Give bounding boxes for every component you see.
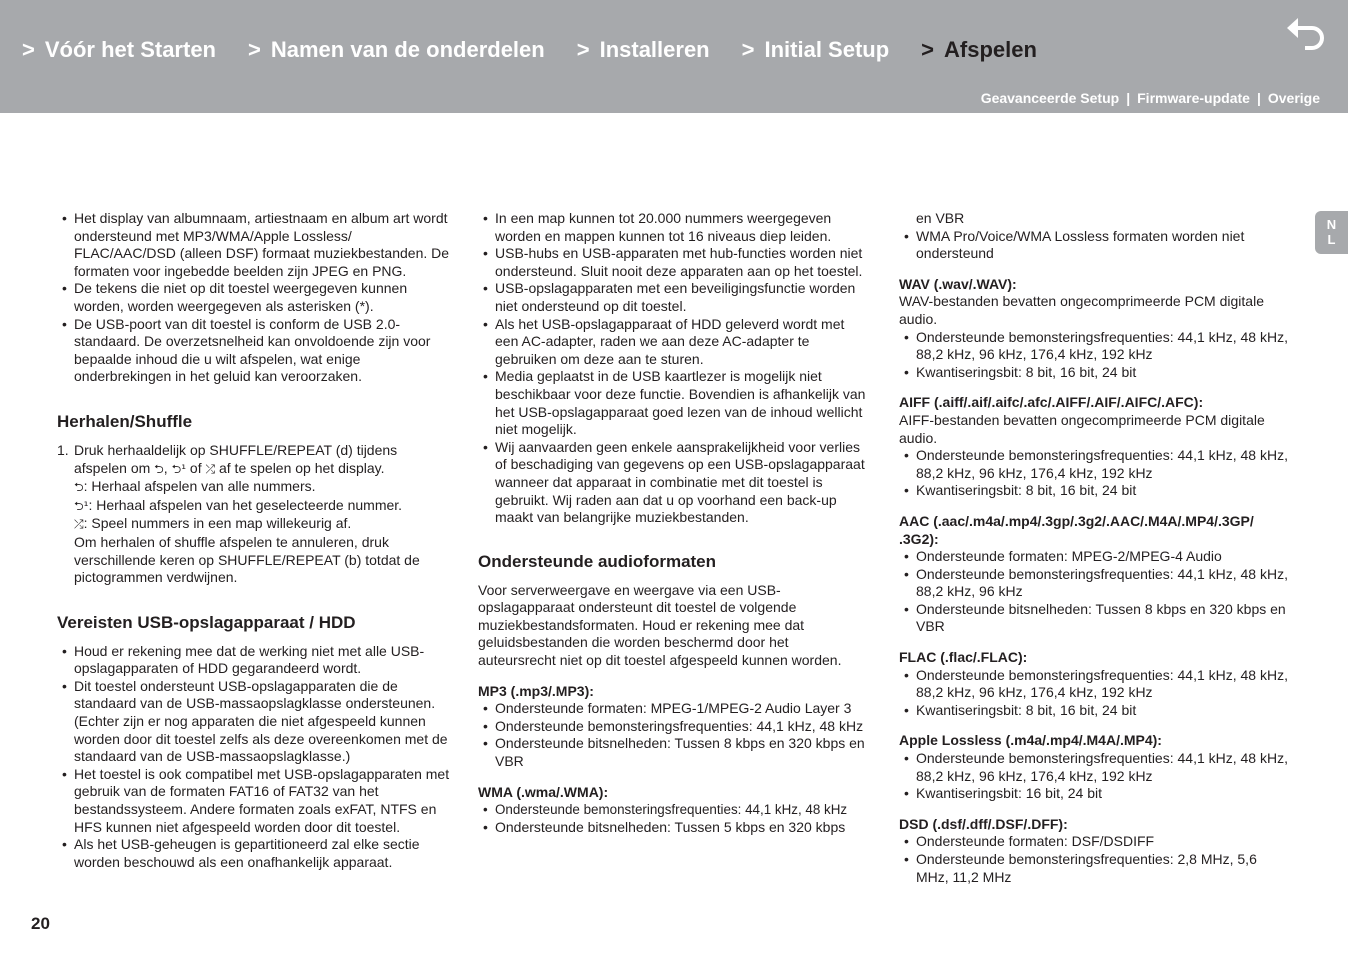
list-item: • Kwantiseringsbit: 8 bit, 16 bit, 24 bit xyxy=(899,364,1289,382)
wma-more-bullet-list xyxy=(899,228,1289,263)
section-heading-repeat-shuffle: Herhalen/Shuffle xyxy=(57,411,193,431)
repeat-all-description: : Herhaal afspelen van alle nummers. xyxy=(83,478,316,495)
main-navigation xyxy=(22,37,1069,63)
list-item: • Ondersteunde bemonsteringsfrequenties: 44,1 kHz, 48 kHz, 88,2 kHz, 96 kHz xyxy=(899,566,1289,601)
shuffle-icon: ⤮ xyxy=(205,461,216,476)
format-heading-wav: WAV (.wav/.WAV): xyxy=(899,275,1017,292)
sub-navigation xyxy=(981,90,1320,106)
page-number: 20 xyxy=(31,914,50,933)
list-item: • Wij aanvaarden geen enkele aansprakelijkheid voor verlies of beschadiging van gegevens op een USB-opslagapparaat wanneer dat apparaat in combinatie met dit toestel is gebruikt. Wij raden aan dat u op voorhand een back-up maakt van belangrijke muziekbestanden. xyxy=(478,439,868,527)
dsd-bullet-list xyxy=(899,833,1289,886)
shuffle-line xyxy=(74,515,450,534)
list-item: • USB-hubs en USB-apparaten met hub-functies worden niet ondersteund. Sluit nooit deze apparaten aan op het toestel. xyxy=(478,245,868,280)
intro-bullet-list xyxy=(57,210,450,386)
list-item: • Ondersteunde bemonsteringsfrequenties: 44,1 kHz, 48 kHz xyxy=(478,801,868,819)
list-item: • Ondersteunde bemonsteringsfrequenties: 44,1 kHz, 48 kHz xyxy=(478,718,868,736)
subnav-separator: | xyxy=(1256,90,1261,106)
shuffle-icon: ⤮ xyxy=(74,517,84,532)
step-text-a: Druk herhaaldelijk op SHUFFLE/REPEAT (d) tijdens afspelen om xyxy=(74,441,398,476)
list-item: • Ondersteunde bemonsteringsfrequenties: 2,8 MHz, 5,6 MHz, 11,2 MHz xyxy=(899,851,1289,886)
column-3 xyxy=(899,210,1289,886)
wav-bullet-list xyxy=(899,329,1289,382)
format-intro-wav: WAV-bestanden bevatten ongecomprimeerde PCM digitale audio. xyxy=(899,293,1264,327)
subnav-link-geavanceerde-setup[interactable]: Geavanceerde Setup xyxy=(980,90,1120,106)
list-item: • Dit toestel ondersteunt USB-opslagapparaten die de standaard van de USB-massaopslagklasse ondersteunen. (Echter zijn er nog apparaten die niet afgespeeld kunnen worden door dit toestel zelfs als deze overeenkomen met de standaard van de USB-massaopslagklasse.) xyxy=(57,678,450,766)
column-2 xyxy=(478,210,868,836)
list-item: • Als het USB-opslagapparaat of HDD geleverd wordt met een AC-adapter, raden we aan deze AC-adapter te gebruiken om deze aan te sturen. xyxy=(478,316,868,369)
list-item: • Kwantiseringsbit: 8 bit, 16 bit, 24 bit xyxy=(899,702,1289,720)
language-tab-line: N xyxy=(1326,217,1337,232)
step-separator: , xyxy=(163,459,168,476)
format-heading-wma: WMA (.wma/.WMA): xyxy=(478,783,609,800)
column-1 xyxy=(57,210,450,871)
repeat-one-icon: ⮌¹ xyxy=(74,498,89,513)
nav-chevron: > xyxy=(576,37,590,62)
format-heading-apple-lossless: Apple Lossless (.m4a/.mp4/.M4A/.MP4): xyxy=(899,732,1162,749)
list-item: • Ondersteunde formaten: MPEG-1/MPEG-2 Audio Layer 3 xyxy=(478,700,868,718)
format-heading-dsd: DSD (.dsf/.dff/.DSF/.DFF): xyxy=(899,815,1068,832)
list-item: • Als het USB-geheugen is gepartitioneerd zal elke sectie worden beschouwd als een onafhankelijk apparaat. xyxy=(57,836,450,871)
repeat-all-icon: ⮌ xyxy=(74,480,84,495)
nav-item-installeren[interactable] xyxy=(577,37,710,63)
list-item: • Ondersteunde bitsnelheden: Tussen 8 kbps en 320 kbps en VBR xyxy=(478,735,868,770)
list-item: • Ondersteunde bemonsteringsfrequenties: 44,1 kHz, 48 kHz, 88,2 kHz, 96 kHz, 176,4 kHz, 192 kHz xyxy=(899,750,1289,785)
header-bar xyxy=(0,0,1348,113)
list-item: • Ondersteunde formaten: DSF/DSDIFF xyxy=(899,833,1289,851)
list-item: • Kwantiseringsbit: 16 bit, 24 bit xyxy=(899,785,1289,803)
list-item: • Media geplaatst in de USB kaartlezer is mogelijk niet beschikbaar voor deze functie. Bovendien is afhankelijk van het USB-opslagapparaat goed lezen van de inhoud wellicht niet mogelijk. xyxy=(478,368,868,438)
nav-label: Installeren xyxy=(599,37,710,62)
nav-label: Vóór het Starten xyxy=(44,37,216,62)
list-item: • De tekens die niet op dit toestel weergegeven kunnen worden, worden weergegeven als asterisken (*). xyxy=(57,280,450,315)
step-text xyxy=(74,442,450,478)
usb-more-bullet-list xyxy=(478,210,868,527)
list-item: • In een map kunnen tot 20.000 nummers weergegeven worden en mappen kunnen tot 16 niveaus diep leiden. xyxy=(478,210,868,245)
repeat-one-description: : Herhaal afspelen van het geselecteerde nummer. xyxy=(88,496,403,513)
alac-bullet-list xyxy=(899,750,1289,803)
subnav-separator: | xyxy=(1126,90,1131,106)
nav-label: Afspelen xyxy=(944,37,1037,62)
subnav-link-firmware-update[interactable]: Firmware-update xyxy=(1137,90,1250,106)
list-item: • De USB-poort van dit toestel is conform de USB 2.0-standaard. De overzetsnelheid kan onvoldoende zijn voor bepaalde inhoud die u wilt afspelen, wat enige onderbrekingen in het geluid kan veroorzaken. xyxy=(57,316,450,386)
list-item: • USB-opslagapparaten met een beveiligingsfunctie worden niet ondersteund op dit toestel. xyxy=(478,280,868,315)
format-heading-aac: AAC (.aac/.m4a/.mp4/.3gp/.3g2/.AAC/.M4A/.MP4/.3GP/ .3G2): xyxy=(899,512,1254,547)
list-item: • WMA Pro/Voice/WMA Lossless formaten worden niet ondersteund xyxy=(899,228,1289,263)
nav-item-namen-onderdelen[interactable] xyxy=(248,37,545,63)
shuffle-description: : Speel nummers in een map willekeurig af. xyxy=(83,515,352,532)
list-item: • Ondersteunde bitsnelheden: Tussen 5 kbps en 320 kbps xyxy=(478,819,868,837)
format-heading-flac: FLAC (.flac/.FLAC): xyxy=(899,649,1028,666)
aac-bullet-list xyxy=(899,548,1289,636)
nav-item-afspelen[interactable] xyxy=(921,37,1037,63)
format-heading-mp3: MP3 (.mp3/.MP3): xyxy=(478,682,594,699)
section-heading-usb-requirements: Vereisten USB-opslagapparaat / HDD xyxy=(57,612,356,632)
nav-chevron: > xyxy=(921,37,935,62)
step-text-b: af te spelen op het display. xyxy=(218,459,385,476)
list-item: • Ondersteunde bemonsteringsfrequenties: 44,1 kHz, 48 kHz, 88,2 kHz, 96 kHz, 176,4 kHz, 192 kHz xyxy=(899,329,1289,364)
list-item: • Het display van albumnaam, artiestnaam en album art wordt ondersteund met MP3/WMA/Apple Lossless/ FLAC/AAC/DSD (alleen DSF) formaat muziekbestanden. De formaten voor ingebedde beelden zijn JPEG en PNG. xyxy=(57,210,450,280)
list-item: • Houd er rekening mee dat de werking niet met alle USB-opslagapparaten of HDD gegarandeerd wordt. xyxy=(57,643,450,678)
list-item: • Ondersteunde formaten: MPEG-2/MPEG-4 Audio xyxy=(899,548,1289,566)
repeat-step xyxy=(57,442,450,587)
list-item: • Ondersteunde bitsnelheden: Tussen 8 kbps en 320 kbps en VBR xyxy=(899,601,1289,636)
formats-intro: Voor serverweergave en weergave via een USB-opslagapparaat ondersteunt dit toestel de volgende muziekbestandsformaten. Houd er rekening mee dat geluidsbestanden die worden beschermd door het auteursrecht niet op dit toestel afgespeeld kunnen worden. xyxy=(478,581,842,669)
repeat-one-line xyxy=(74,497,450,516)
nav-item-voor-het-starten[interactable] xyxy=(22,37,216,63)
nav-label: Initial Setup xyxy=(764,37,890,62)
nav-chevron: > xyxy=(248,37,261,62)
nav-chevron: > xyxy=(741,37,755,62)
language-tab-line: L xyxy=(1327,232,1336,247)
section-heading-audio-formats: Ondersteunde audioformaten xyxy=(478,551,717,571)
step-or: of xyxy=(189,459,202,476)
format-intro-aiff: AIFF-bestanden bevatten ongecomprimeerde PCM digitale audio. xyxy=(899,411,1265,446)
wma-bullet-list xyxy=(478,801,868,836)
flac-bullet-list xyxy=(899,667,1289,720)
repeat-one-icon: ⮌¹ xyxy=(171,461,187,476)
list-item: • Ondersteunde bemonsteringsfrequenties: 44,1 kHz, 48 kHz, 88,2 kHz, 96 kHz, 176,4 kHz, 192 kHz xyxy=(899,447,1289,482)
nav-item-initial-setup[interactable] xyxy=(742,37,890,63)
usb-bullet-list xyxy=(57,643,450,872)
wma-continuation: en VBR xyxy=(916,210,965,226)
repeat-all-line xyxy=(74,478,450,497)
format-heading-aiff: AIFF (.aiff/.aif/.aifc/.afc/.AIFF/.AIF/.AIFC/.AFC): xyxy=(899,394,1204,411)
list-item: • Het toestel is ook compatibel met USB-opslagapparaten met gebruik van de formaten FAT16 of FAT32 van het bestandssysteem. Andere formaten zoals exFAT, NTFS en HFS kunnen niet afgespeeld worden door dit toestel. xyxy=(57,766,450,836)
step-number: 1. xyxy=(57,441,69,458)
list-item: • Kwantiseringsbit: 8 bit, 16 bit, 24 bit xyxy=(899,482,1289,500)
aiff-bullet-list xyxy=(899,447,1289,500)
list-item: • Ondersteunde bemonsteringsfrequenties: 44,1 kHz, 48 kHz, 88,2 kHz, 96 kHz, 176,4 kHz, 192 kHz xyxy=(899,667,1289,702)
cancel-instruction: Om herhalen of shuffle afspelen te annuleren, druk verschillende keren op SHUFFLE/REPEAT (b) totdat de pictogrammen verdwijnen. xyxy=(74,533,420,586)
return-arrow-icon[interactable] xyxy=(1285,14,1329,52)
mp3-bullet-list xyxy=(478,700,868,770)
nav-chevron: > xyxy=(22,37,35,62)
language-tab xyxy=(1315,211,1348,254)
repeat-all-icon: ⮌ xyxy=(154,461,164,476)
subnav-link-overige[interactable]: Overige xyxy=(1267,90,1320,106)
nav-label: Namen van de onderdelen xyxy=(270,37,545,62)
